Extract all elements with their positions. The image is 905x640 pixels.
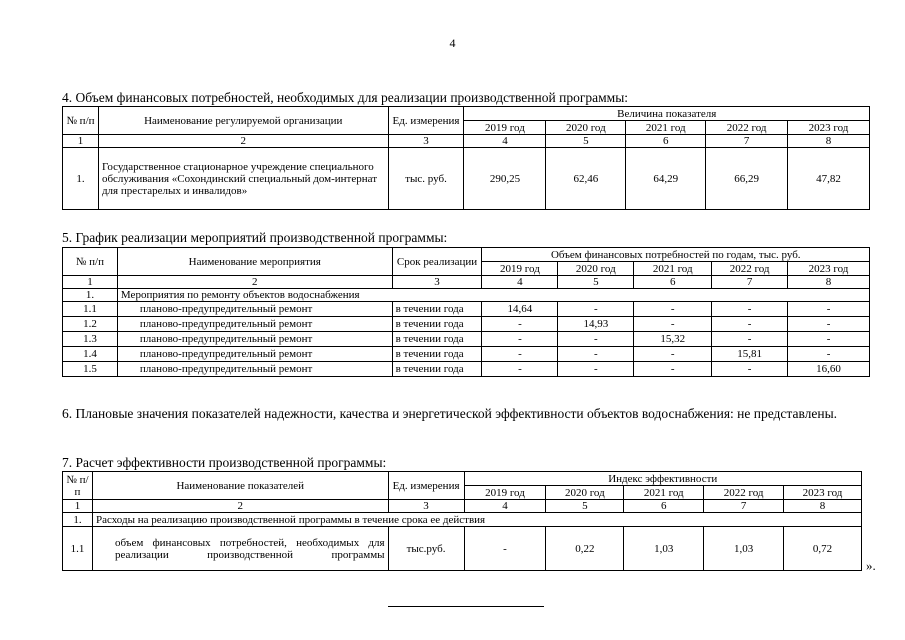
value-cell: 62,46 (546, 148, 626, 210)
value-cell: 66,29 (706, 148, 788, 210)
col-unit-header: Ед. измерения (388, 107, 464, 135)
index-cell: 1 (63, 500, 93, 513)
value-cell: - (634, 347, 712, 362)
value-cell: 1,03 (704, 527, 784, 571)
col-group-header: Величина показателя (464, 107, 870, 121)
table-row (63, 527, 862, 571)
index-cell: 5 (558, 276, 634, 289)
row-unit: тыс.руб. (388, 527, 464, 571)
year-header: 2021 год (626, 121, 706, 135)
table-row (63, 317, 870, 332)
col-term-header: Срок реализации (392, 248, 482, 276)
value-cell: - (558, 302, 634, 317)
index-cell: 7 (706, 135, 788, 148)
closing-quote: ». (866, 558, 876, 573)
section5-title: 5. График реализации мероприятий производственной программы: (62, 230, 448, 245)
row-term: в течении года (392, 317, 482, 332)
section6-text: 6. Плановые значения показателей надежности, качества и энергетической эффективности объектов водоснабжения: не представлены. (62, 406, 838, 421)
value-cell: 64,29 (626, 148, 706, 210)
index-cell: 6 (624, 500, 704, 513)
index-cell: 3 (388, 500, 464, 513)
value-cell: - (788, 347, 870, 362)
row-term: в течении года (392, 302, 482, 317)
group-row (63, 513, 862, 527)
index-cell: 3 (392, 276, 482, 289)
index-cell: 2 (117, 276, 392, 289)
group-name: Мероприятия по ремонту объектов водоснабжения (117, 289, 869, 302)
table-row (63, 347, 870, 362)
index-cell: 8 (788, 276, 870, 289)
value-cell: - (634, 362, 712, 377)
col-group-header: Объем финансовых потребностей по годам, тыс. руб. (482, 248, 870, 262)
index-cell: 1 (63, 276, 118, 289)
row-num: 1.4 (63, 347, 118, 362)
value-cell: - (482, 332, 558, 347)
value-cell: - (788, 302, 870, 317)
index-cell: 8 (788, 135, 870, 148)
index-cell: 4 (482, 276, 558, 289)
year-header: 2023 год (788, 262, 870, 276)
index-cell: 1 (63, 135, 99, 148)
value-cell: - (634, 302, 712, 317)
value-cell: - (712, 362, 788, 377)
index-cell: 2 (98, 135, 388, 148)
measure-name: планово-предупредительный ремонт (117, 362, 392, 377)
year-header: 2022 год (704, 486, 784, 500)
row-term: в течении года (392, 362, 482, 377)
year-header: 2022 год (712, 262, 788, 276)
col-num-header: № п/п (63, 248, 118, 276)
section7-title: 7. Расчет эффективности производственной программы: (62, 455, 387, 470)
value-cell: - (464, 527, 546, 571)
year-header: 2020 год (558, 262, 634, 276)
measure-name: планово-предупредительный ремонт (117, 302, 392, 317)
section4-table (62, 106, 870, 210)
value-cell: 16,60 (788, 362, 870, 377)
year-header: 2020 год (546, 121, 626, 135)
index-cell: 6 (626, 135, 706, 148)
group-name: Расходы на реализацию производственной программы в течение срока ее действия (92, 513, 861, 527)
col-name-header: Наименование мероприятия (117, 248, 392, 276)
value-cell: 0,22 (546, 527, 624, 571)
index-cell: 3 (388, 135, 464, 148)
value-cell: - (788, 332, 870, 347)
page-number: 4 (449, 36, 456, 50)
row-unit: тыс. руб. (388, 148, 464, 210)
col-name-header: Наименование показателей (92, 472, 388, 500)
row-num: 1.3 (63, 332, 118, 347)
value-cell: - (558, 332, 634, 347)
value-cell: 15,32 (634, 332, 712, 347)
value-cell: 14,93 (558, 317, 634, 332)
index-cell: 6 (634, 276, 712, 289)
index-cell: 7 (712, 276, 788, 289)
year-header: 2021 год (634, 262, 712, 276)
year-header: 2020 год (546, 486, 624, 500)
row-num: 1.2 (63, 317, 118, 332)
section4-title: 4. Объем финансовых потребностей, необходимых для реализации производственной программы: (62, 90, 629, 105)
table-row (63, 148, 870, 210)
table-row (63, 362, 870, 377)
row-num: 1. (63, 148, 99, 210)
row-num: 1. (63, 513, 93, 527)
value-cell: 290,25 (464, 148, 546, 210)
row-num: 1.1 (63, 302, 118, 317)
row-num: 1.5 (63, 362, 118, 377)
row-num: 1. (63, 289, 118, 302)
measure-name: планово-предупредительный ремонт (117, 332, 392, 347)
year-header: 2019 год (464, 121, 546, 135)
index-cell: 4 (464, 135, 546, 148)
measure-name: планово-предупредительный ремонт (117, 347, 392, 362)
year-header: 2023 год (788, 121, 870, 135)
value-cell: 0,72 (784, 527, 862, 571)
year-header: 2023 год (784, 486, 862, 500)
col-unit-header: Ед. измерения (388, 472, 464, 500)
year-header: 2022 год (706, 121, 788, 135)
value-cell: - (634, 317, 712, 332)
value-cell: - (482, 362, 558, 377)
index-cell: 8 (784, 500, 862, 513)
value-cell: - (558, 347, 634, 362)
index-cell: 4 (464, 500, 546, 513)
index-cell: 5 (546, 500, 624, 513)
index-cell: 7 (704, 500, 784, 513)
col-group-header: Индекс эффективности (464, 472, 861, 486)
row-term: в течении года (392, 347, 482, 362)
value-cell: - (482, 317, 558, 332)
index-cell: 2 (92, 500, 388, 513)
value-cell: - (712, 317, 788, 332)
col-name-header: Наименование регулируемой организации (98, 107, 388, 135)
col-num-header: № п/п (63, 107, 99, 135)
value-cell: 47,82 (788, 148, 870, 210)
value-cell: - (712, 332, 788, 347)
value-cell: - (788, 317, 870, 332)
year-header: 2019 год (464, 486, 546, 500)
year-header: 2019 год (482, 262, 558, 276)
footer-divider (388, 606, 544, 607)
value-cell: 14,64 (482, 302, 558, 317)
indicator-name: объем финансовых потребностей, необходимых для реализации производственной программы (92, 527, 388, 571)
section7-table (62, 471, 862, 571)
group-row (63, 289, 870, 302)
value-cell: 1,03 (624, 527, 704, 571)
table-row (63, 302, 870, 317)
value-cell: - (482, 347, 558, 362)
organization-name: Государственное стационарное учреждение специального обслуживания «Сохондинский специальный дом-интернат для престарелых и инвалидов» (98, 148, 388, 210)
row-term: в течении года (392, 332, 482, 347)
value-cell: 15,81 (712, 347, 788, 362)
section5-table (62, 247, 870, 377)
year-header: 2021 год (624, 486, 704, 500)
value-cell: - (558, 362, 634, 377)
index-cell: 5 (546, 135, 626, 148)
col-num-header: № п/п (63, 472, 93, 500)
value-cell: - (712, 302, 788, 317)
table-row (63, 332, 870, 347)
measure-name: планово-предупредительный ремонт (117, 317, 392, 332)
row-num: 1.1 (63, 527, 93, 571)
